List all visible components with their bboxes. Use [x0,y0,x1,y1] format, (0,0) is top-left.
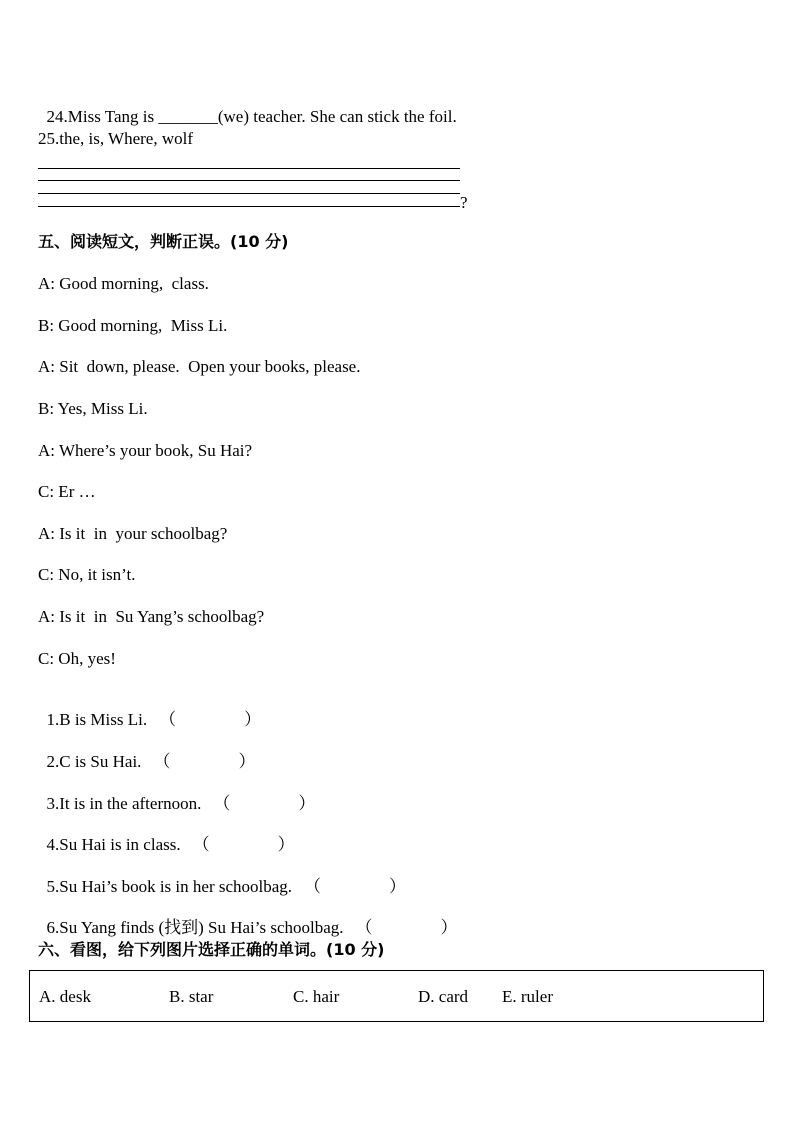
dialogue-line: C: Oh, yes! [38,649,116,668]
tf-question-text: 1.B is Miss Li. [46,710,148,729]
section-5-title: 五、阅读短文，判断正误。(10 分) [38,232,289,251]
q24-text-after: (we) teacher. She can stick the foil. [217,107,457,126]
dialogue-line: C: Er … [38,482,96,501]
answer-line-1[interactable] [38,168,460,169]
tf-question-text: 2.C is Su Hai. [46,752,142,771]
answer-paren-open[interactable]: （ [355,918,373,937]
answer-paren-open[interactable]: （ [213,794,231,813]
answer-paren-close[interactable]: ） [440,918,458,937]
dialogue-line: B: Yes, Miss Li. [38,399,148,418]
tf-question-4 [38,815,295,855]
answer-paren-close[interactable]: ） [298,794,316,813]
answer-paren-close[interactable]: ） [244,710,262,729]
answer-paren-close[interactable]: ） [389,877,407,896]
tf-question-2 [38,732,255,772]
answer-paren-close[interactable]: ） [238,752,256,771]
tf-question-3 [38,774,315,814]
option-c: C. hair [293,987,340,1006]
word-options-box [29,970,764,1022]
tf-question-1 [38,690,261,730]
answer-paren-open[interactable]: （ [304,877,322,896]
dialogue-line: C: No, it isn’t. [38,565,136,584]
dialogue-line: A: Is it in your schoolbag? [38,524,228,543]
dialogue-line: B: Good morning, Miss Li. [38,316,228,335]
dialogue-line: A: Sit down, please. Open your books, please. [38,357,361,376]
dialogue-line: A: Good morning, class. [38,274,209,293]
answer-line-2[interactable] [38,180,460,181]
option-a: A. desk [39,987,91,1006]
dialogue-line: A: Is it in Su Yang’s schoolbag? [38,607,265,626]
answer-line-4[interactable] [38,206,460,207]
tf-question-text: 6.Su Yang finds (找到) Su Hai’s schoolbag. [46,918,344,937]
question-mark: ? [460,193,468,212]
answer-paren-open[interactable]: （ [192,835,210,854]
tf-question-text: 3.It is in the afternoon. [46,794,202,813]
dialogue-line: A: Where’s your book, Su Hai? [38,441,253,460]
answer-paren-open[interactable]: （ [153,752,171,771]
answer-paren-open[interactable]: （ [159,710,177,729]
option-d: D. card [418,987,469,1006]
option-e: E. ruler [502,987,553,1006]
answer-line-3[interactable] [38,193,460,194]
question-25-prompt: 25.the, is, Where, wolf [38,129,194,148]
tf-question-text: 4.Su Hai is in class. [46,835,181,854]
q24-blank[interactable]: _______ [158,107,218,126]
tf-question-6 [38,898,458,938]
q24-text-before: 24.Miss Tang is [46,107,159,126]
section-6-title: 六、看图，给下列图片选择正确的单词。(10 分) [38,940,385,959]
tf-question-5 [38,857,406,897]
question-24 [38,87,457,127]
option-b: B. star [169,987,214,1006]
tf-question-text: 5.Su Hai’s book is in her schoolbag. [46,877,293,896]
answer-paren-close[interactable]: ） [277,835,295,854]
